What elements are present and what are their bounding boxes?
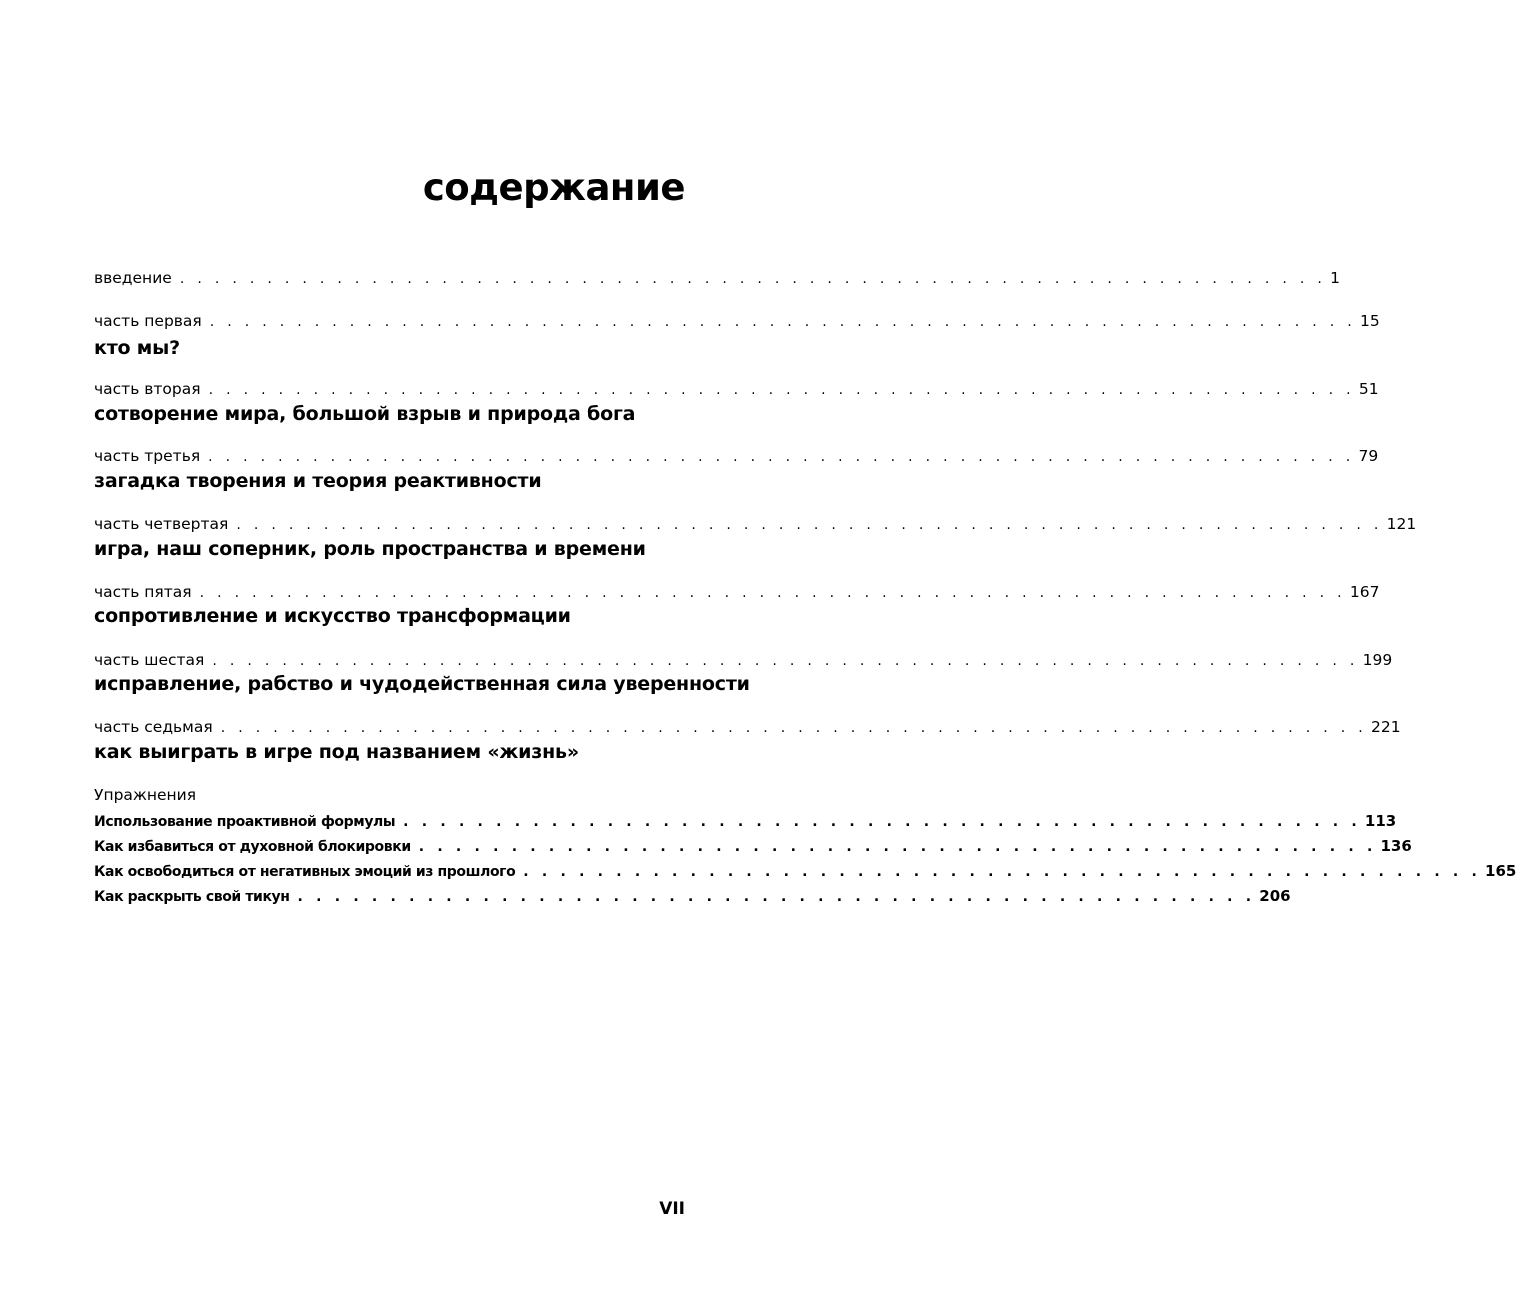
dot-leader: . . . . . . . . . . . . . . . . . . . . . . . . . . . . . . . . . . . . . . . . . . . . . . . . . . . . . . . . . . . . . . . . . . bbox=[208, 449, 1355, 465]
toc-entry-part-5[interactable] bbox=[94, 582, 1380, 603]
dot-leader: . . . . . . . . . . . . . . . . . . . . . . . . . . . . . . . . . . . . . . . . . . . . . . . . . . . . . . . . . . . . . . . . . . bbox=[208, 382, 1355, 398]
dot-leader: . . . . . . . . . . . . . . . . . . . . . . . . . . . . . . . . . . . . . . . . . . . . . . . . . . . . . . . . . . . . . . . . . . bbox=[236, 517, 1383, 533]
toc-exercise-label: Как избавиться от духовной блокировки bbox=[94, 839, 411, 855]
dot-leader: . . . . . . . . . . . . . . . . . . . . . . . . . . . . . . . . . . . . . . . . . . . . . . . . . . . . bbox=[523, 864, 1482, 880]
toc-entry-part-2[interactable] bbox=[94, 379, 1379, 400]
dot-leader: . . . . . . . . . . . . . . . . . . . . . . . . . . . . . . . . . . . . . . . . . . . . . . . . . . . . bbox=[297, 889, 1256, 905]
toc-part-title[interactable]: загадка творения и теория реактивности bbox=[94, 470, 542, 492]
toc-page-number: 199 bbox=[1362, 651, 1393, 669]
toc-exercise-label: Использование проактивной формулы bbox=[94, 814, 396, 830]
toc-exercise-2[interactable] bbox=[94, 836, 1412, 857]
toc-part-label: часть вторая bbox=[94, 380, 201, 398]
toc-page-number: 1 bbox=[1330, 269, 1340, 287]
toc-exercise-3[interactable] bbox=[94, 861, 1516, 882]
toc-part-label: часть седьмая bbox=[94, 718, 213, 736]
toc-exercise-label: Как освободиться от негативных эмоций из прошлого bbox=[94, 864, 516, 880]
exercises-heading: Упражнения bbox=[94, 786, 197, 804]
toc-entry-part-3[interactable] bbox=[94, 446, 1379, 467]
toc-part-title[interactable]: игра, наш соперник, роль пространства и времени bbox=[94, 538, 646, 560]
toc-part-title[interactable]: как выиграть в игре под названием «жизнь» bbox=[94, 741, 579, 763]
dot-leader: . . . . . . . . . . . . . . . . . . . . . . . . . . . . . . . . . . . . . . . . . . . . . . . . . . . . . . . . . . . . . . . . . . bbox=[220, 720, 1367, 736]
toc-entry-part-6[interactable] bbox=[94, 650, 1393, 671]
toc-page-number: 165 bbox=[1485, 862, 1516, 880]
toc-entry-part-4[interactable] bbox=[94, 514, 1417, 535]
page-folio: VII bbox=[659, 1199, 685, 1219]
dot-leader: . . . . . . . . . . . . . . . . . . . . . . . . . . . . . . . . . . . . . . . . . . . . . . . . . . . . . . . . . . . . . . . . . . bbox=[199, 585, 1346, 601]
toc-part-title[interactable]: сотворение мира, большой взрыв и природа бога bbox=[94, 403, 636, 425]
toc-entry-label: введение bbox=[94, 269, 172, 287]
page-title: содержание bbox=[422, 166, 685, 209]
dot-leader: . . . . . . . . . . . . . . . . . . . . . . . . . . . . . . . . . . . . . . . . . . . . . . . . . . . . bbox=[418, 839, 1377, 855]
toc-page-number: 51 bbox=[1358, 380, 1379, 398]
toc-exercise-4[interactable] bbox=[94, 886, 1291, 907]
toc-exercise-1[interactable] bbox=[94, 811, 1397, 832]
dot-leader: . . . . . . . . . . . . . . . . . . . . . . . . . . . . . . . . . . . . . . . . . . . . . . . . . . . . . . . . . . . . . . . . . . bbox=[212, 653, 1359, 669]
toc-entry-part-1[interactable] bbox=[94, 311, 1380, 332]
toc-page-number: 79 bbox=[1358, 447, 1379, 465]
toc-part-label: часть четвертая bbox=[94, 515, 229, 533]
toc-part-label: часть третья bbox=[94, 447, 201, 465]
toc-exercise-label: Как раскрыть свой тикун bbox=[94, 889, 290, 905]
toc-page-number: 121 bbox=[1386, 515, 1417, 533]
toc-page-number: 136 bbox=[1380, 837, 1412, 855]
toc-part-title[interactable]: кто мы? bbox=[94, 337, 180, 359]
dot-leader: . . . . . . . . . . . . . . . . . . . . . . . . . . . . . . . . . . . . . . . . . . . . . . . . . . . . . . . . . . . . . . . . . . bbox=[209, 314, 1357, 330]
toc-part-label: часть пятая bbox=[94, 583, 192, 601]
toc-page-number: 206 bbox=[1259, 887, 1291, 905]
dot-leader: . . . . . . . . . . . . . . . . . . . . . . . . . . . . . . . . . . . . . . . . . . . . . . . . . . . . bbox=[403, 814, 1361, 830]
toc-page-number: 113 bbox=[1364, 812, 1397, 830]
toc-page-number: 221 bbox=[1370, 718, 1401, 736]
toc-entry-part-7[interactable] bbox=[94, 717, 1401, 738]
dot-leader: . . . . . . . . . . . . . . . . . . . . . . . . . . . . . . . . . . . . . . . . . . . . . . . . . . . . . . . . . . . . . . . . . . bbox=[179, 271, 1327, 287]
toc-part-title[interactable]: исправление, рабство и чудодейственная сила уверенности bbox=[94, 673, 750, 695]
toc-entry-intro[interactable] bbox=[94, 268, 1340, 289]
toc-page-number: 15 bbox=[1360, 312, 1380, 330]
toc-part-label: часть первая bbox=[94, 312, 202, 330]
toc-part-label: часть шестая bbox=[94, 651, 205, 669]
toc-part-title[interactable]: сопротивление и искусство трансформации bbox=[94, 605, 571, 627]
toc-page-number: 167 bbox=[1349, 583, 1380, 601]
